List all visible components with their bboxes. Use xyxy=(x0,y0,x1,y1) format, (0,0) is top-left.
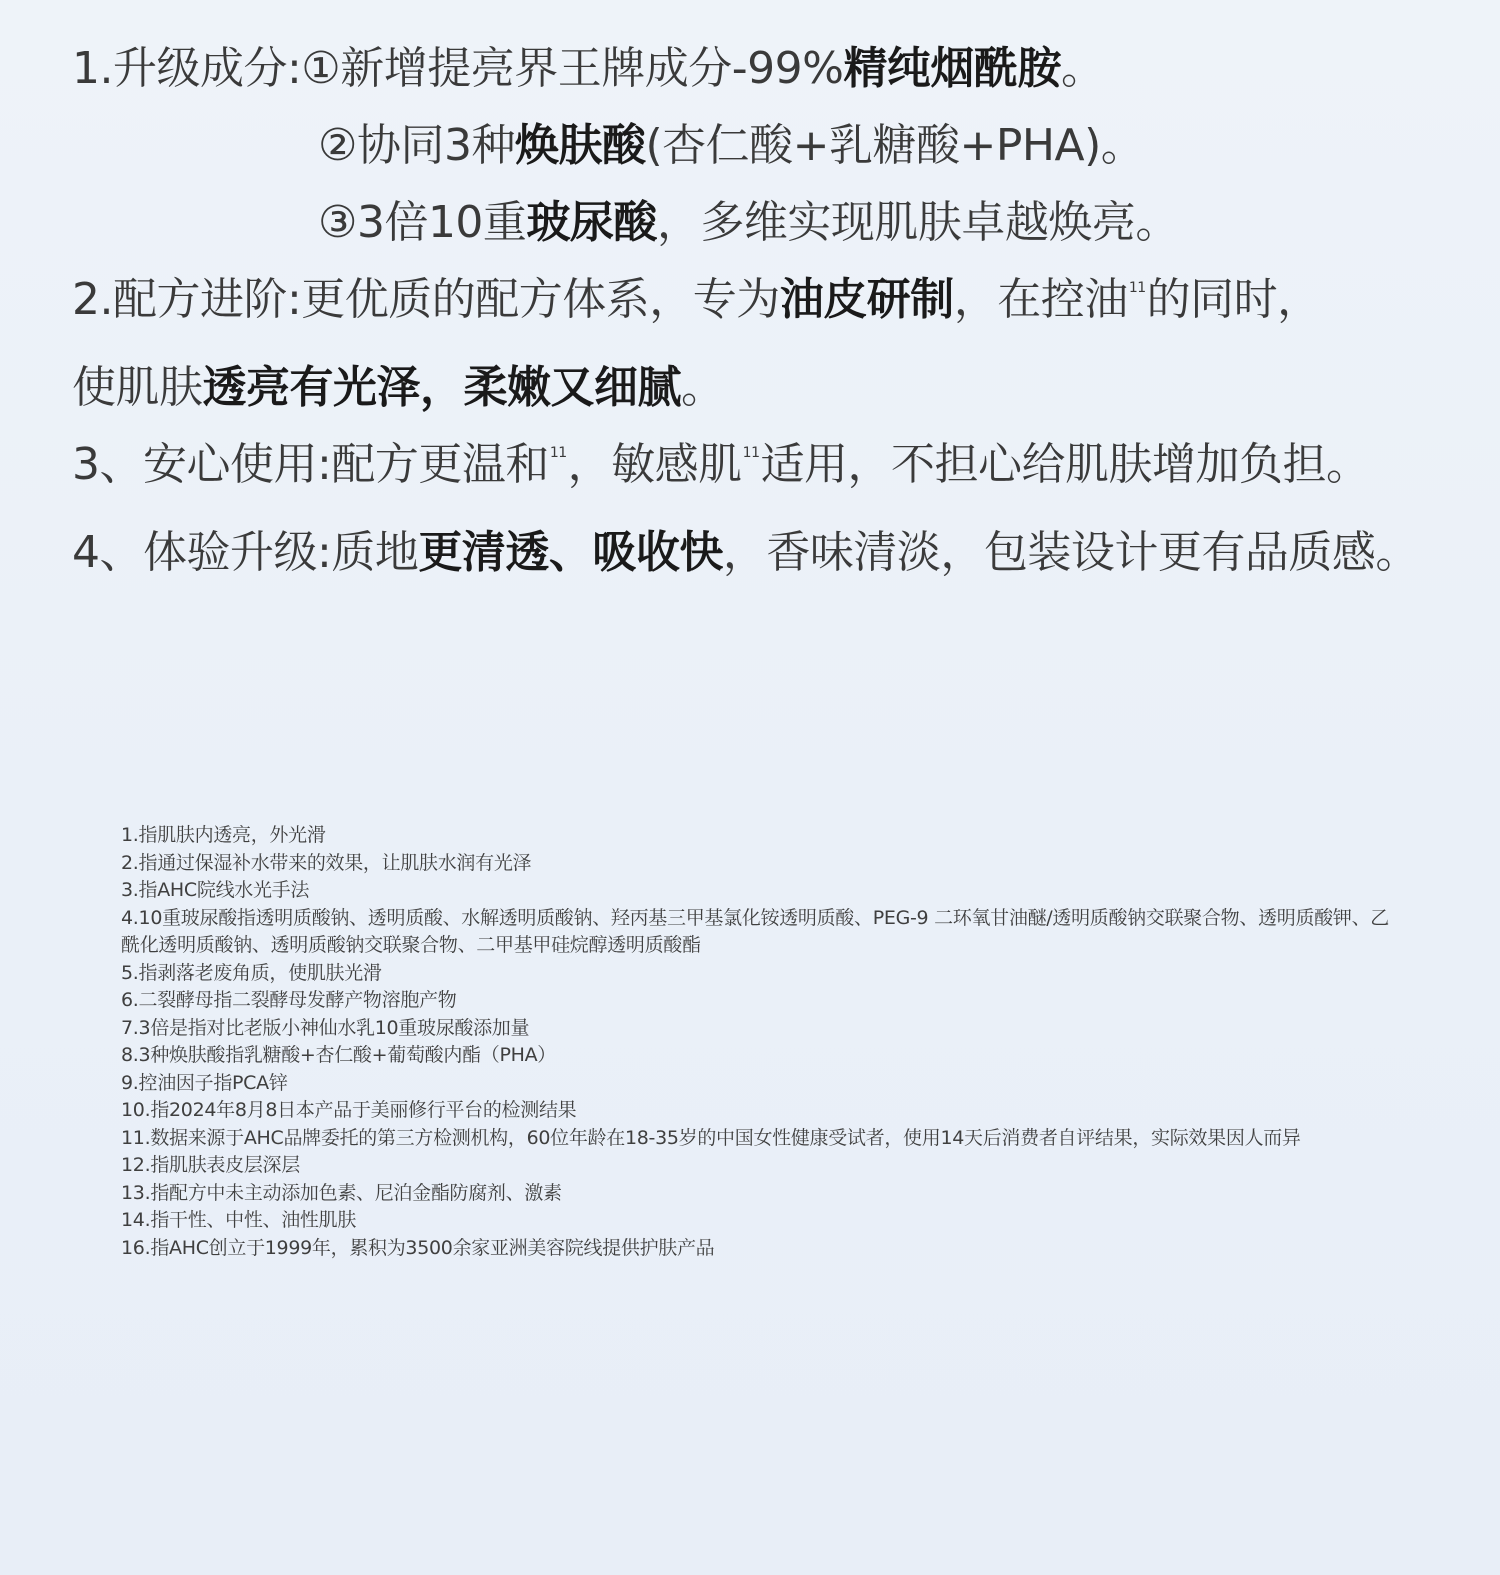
footnote-7: 7.3倍是指对比老版小神仙水乳10重玻尿酸添加量 xyxy=(121,1016,530,1039)
point-2-mid: ，在控油 xyxy=(953,274,1128,325)
point-1-line-1 xyxy=(72,30,1472,107)
footnote-4: 4.10重玻尿酸指透明质酸钠、透明质酸、水解透明质酸钠、羟丙基三甲基氯化铵透明质酸、PEG-9 二环氧甘油醚/透明质酸钠交联聚合物、透明质酸钾、乙酰化透明质酸钠、透明质酸钠交联聚合物、二甲基甲硅烷醇透明质酸酯 xyxy=(121,906,1389,956)
point-1b-end: (杏仁酸+乳糖酸+PHA)。 xyxy=(645,120,1145,171)
footnote-16: 16.指AHC创立于1999年，累积为3500余家亚洲美容院线提供护肤产品 xyxy=(121,1236,715,1259)
footnote-3: 3.指AHC院线水光手法 xyxy=(121,879,310,901)
point-2-text: 2.配方进阶:更优质的配方体系，专为 xyxy=(72,274,780,325)
point-2-line-2 xyxy=(72,349,1472,426)
point-1-highlight: 精纯烟酰胺 xyxy=(843,43,1061,94)
point-3-text-a: 3、安心使用:配方更温和 xyxy=(72,439,549,490)
footnote-11: 11.数据来源于AHC品牌委托的第三方检测机构，60位年龄在18-35岁的中国女性健康受试者，使用14天后消费者自评结果，实际效果因人而异 xyxy=(121,1126,1301,1149)
footnote-8: 8.3种焕肤酸指乳糖酸+杏仁酸+葡萄酸内酯（PHA） xyxy=(121,1044,556,1066)
point-1-line-3 xyxy=(72,184,1472,261)
point-3-line xyxy=(72,426,1472,514)
footnote-10: 10.指2024年8月8日本产品于美丽修行平台的检测结果 xyxy=(121,1099,577,1121)
point-4-end: ，香味清淡，包装设计更有品质感。 xyxy=(722,527,1419,578)
point-1c-highlight: 玻尿酸 xyxy=(526,197,657,248)
point-2b-text: 使肌肤 xyxy=(72,362,203,413)
point-2-line-1 xyxy=(72,261,1472,349)
point-2-highlight: 油皮研制 xyxy=(779,274,954,325)
point-2b-highlight: 透亮有光泽，柔嫩又细腻 xyxy=(202,362,681,413)
footnote-5: 5.指剥落老废角质，使肌肤光滑 xyxy=(121,961,382,984)
footnote-1: 1.指肌肤内透亮，外光滑 xyxy=(121,824,326,846)
point-1c-text: ③3倍10重 xyxy=(318,197,527,248)
point-3-footnote-ref-a: 11 xyxy=(549,445,567,461)
footnote-12: 12.指肌肤表皮层深层 xyxy=(121,1154,300,1176)
point-3-text-b: ，敏感肌 xyxy=(567,439,742,490)
point-2-footnote-ref: 11 xyxy=(1128,280,1146,296)
footnote-13: 13.指配方中未主动添加色素、尼泊金酯防腐剂、激素 xyxy=(121,1181,562,1204)
footnote-14: 14.指干性、中性、油性肌肤 xyxy=(121,1209,357,1231)
point-4-highlight: 更清透、吸收快 xyxy=(418,527,723,578)
point-1-line-2 xyxy=(72,107,1472,184)
footnotes-list xyxy=(121,822,1391,1262)
footnote-2: 2.指通过保湿补水带来的效果，让肌肤水润有光泽 xyxy=(121,851,532,874)
feature-points xyxy=(72,30,1472,591)
point-1b-text: ②协同3种 xyxy=(318,120,515,171)
point-1-end: 。 xyxy=(1060,43,1105,94)
footnote-9: 9.控油因子指PCA锌 xyxy=(121,1071,288,1094)
point-4-line xyxy=(72,514,1472,591)
point-2b-end: 。 xyxy=(681,362,725,413)
point-3-footnote-ref-b: 11 xyxy=(742,445,760,461)
point-1b-highlight: 焕肤酸 xyxy=(514,120,646,171)
point-1-text: 1.升级成分:①新增提亮界王牌成分-99% xyxy=(72,43,844,94)
point-1c-end: ，多维实现肌肤卓越焕亮。 xyxy=(656,197,1179,248)
point-3-text-c: 适用，不担心给肌肤增加负担。 xyxy=(760,439,1370,490)
point-2-end: 的同时， xyxy=(1146,274,1321,325)
footnote-6: 6.二裂酵母指二裂酵母发酵产物溶胞产物 xyxy=(121,989,457,1011)
point-4-text: 4、体验升级:质地 xyxy=(72,527,419,578)
